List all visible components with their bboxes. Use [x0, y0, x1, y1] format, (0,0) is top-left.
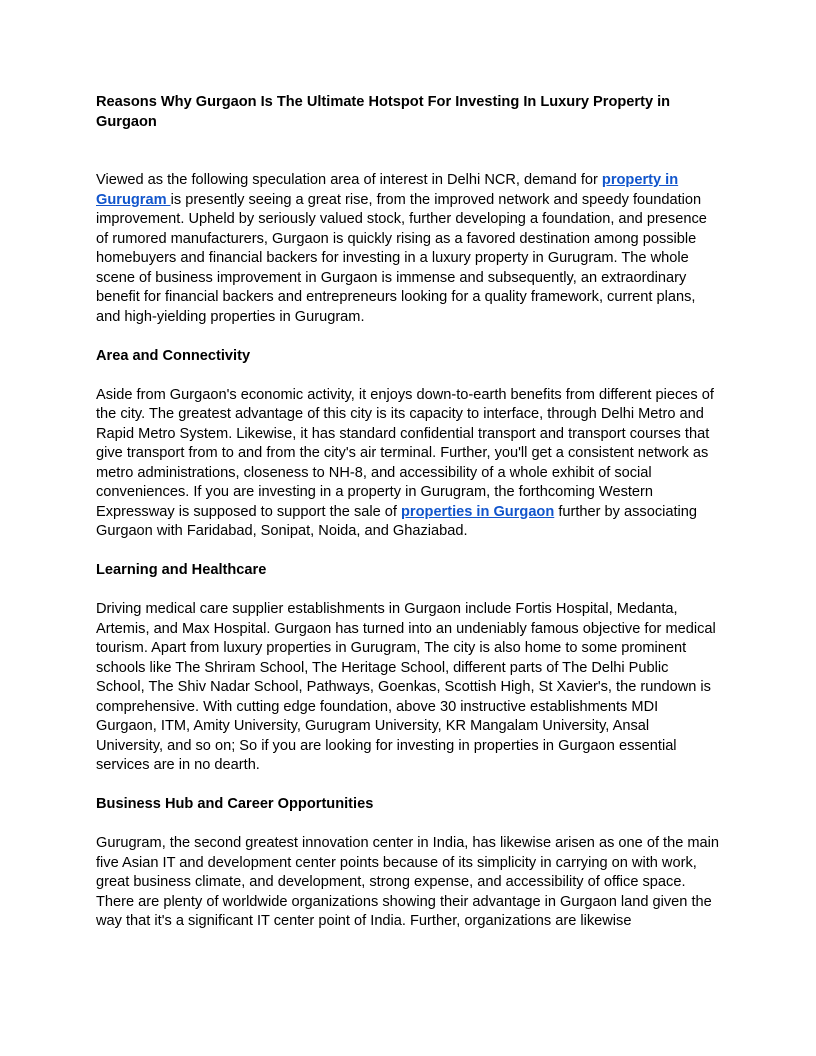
properties-in-gurgaon-link[interactable]: properties in Gurgaon — [401, 503, 555, 520]
document-page — [96, 93, 720, 932]
area-text-after-link: further by associating Gurgaon with Faridabad, Sonipat, Noida, and Ghaziabad. — [96, 503, 698, 539]
area-connectivity-paragraph — [96, 386, 720, 542]
area-connectivity-heading: Area and Connectivity — [96, 347, 251, 364]
business-hub-paragraph: Gurugram, the second greatest innovation center in India, has likewise arisen as one of the main five Asian IT and development center points because of its simplicity in carrying on with work, great business climate, and development, strong expense, and accessibility of office space. There are plenty of worldwide organizations showing their advantage in Gurgaon land given the way that it's a significant IT center point of India. Further, organizations are likewise — [96, 835, 720, 929]
intro-text-before-link: Viewed as the following speculation area of interest in Delhi NCR, demand for — [96, 172, 602, 188]
business-hub-heading: Business Hub and Career Opportunities — [96, 796, 374, 812]
intro-paragraph — [96, 171, 720, 327]
learning-healthcare-heading: Learning and Healthcare — [96, 562, 267, 578]
property-in-gurugram-link[interactable]: property in Gurugram — [96, 172, 679, 208]
learning-healthcare-paragraph: Driving medical care supplier establishments in Gurgaon include Fortis Hospital, Medanta, Artemis, and Max Hospital. Gurgaon has turned into an undeniably famous objective for medical tourism. Apart from luxury properties in Gurugram, The city is also home to some prominent schools like The Shriram School, The Heritage School, different parts of The Delhi Public School, The Shiv Nadar School, Pathways, Goenkas, Scottish High, St Xavier's, the rundown is comprehensive. With cutting edge foundation, above 30 instructive establishments MDI Gurgaon, ITM, Amity University, Gurugram University, KR Mangalam University, Ansal University, and so on; So if you are looking for investing in properties in Gurgaon essential services are in no dearth. — [96, 601, 716, 773]
document-title: Reasons Why Gurgaon Is The Ultimate Hotspot For Investing In Luxury Property in Gurgaon — [96, 94, 671, 130]
intro-text-after-link: is presently seeing a great rise, from the improved network and speedy foundation improvement. Upheld by seriously valued stock, further developing a foundation, and presence of rumored manufacturers, Gurgaon is quickly rising as a favored destination among possible homebuyers and financial backers for investing in a luxury property in Gurugram. The whole scene of business improvement in Gurgaon is immense and subsequently, an extraordinary benefit for financial backers and entrepreneurs looking for a quality framework, current plans, and high-yielding properties in Gurugram. — [96, 191, 707, 325]
area-text-before-link: Aside from Gurgaon's economic activity, it enjoys down-to-earth benefits from different pieces of the city. The greatest advantage of this city is its capacity to interface, through Delhi Metro and Rapid Metro System. Likewise, it has standard confidential transport and transport courses that give transport from to and from the city's air terminal. Further, you'll get a consistent network as metro administrations, closeness to NH-8, and accessibility of a whole exhibit of social conveniences. If you are investing in a property in Gurugram, the forthcoming Western Expressway is supposed to support the sale of — [96, 386, 714, 520]
